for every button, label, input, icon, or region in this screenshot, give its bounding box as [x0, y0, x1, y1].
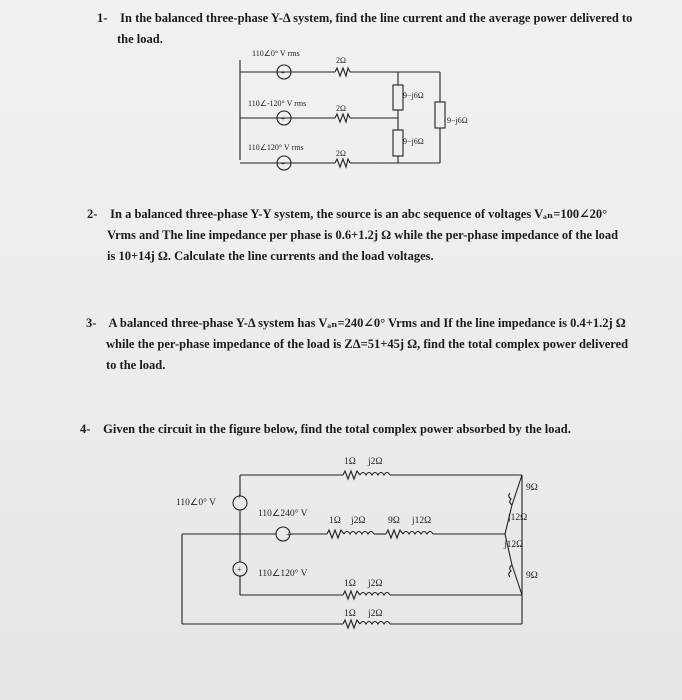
question-number: 4- — [80, 422, 91, 436]
resistor-label: 1Ω — [329, 516, 341, 526]
line-resistor-label: 2Ω — [336, 56, 346, 65]
load-impedance-label: 9−j6Ω — [403, 137, 424, 146]
inductor-label: j2Ω — [368, 579, 383, 589]
question-number: 3- — [86, 316, 97, 330]
resistor-label: 1Ω — [344, 609, 356, 619]
load-resistor-label: 9Ω — [526, 571, 538, 581]
inductor-label: j12Ω — [412, 516, 432, 526]
resistor-label: 1Ω — [344, 457, 356, 467]
question-number: 1- — [97, 11, 108, 25]
line-resistor-label: 2Ω — [336, 104, 346, 113]
plus-sign: + — [286, 530, 291, 539]
question-text: the load. — [117, 32, 163, 46]
inductor-label: j2Ω — [368, 609, 383, 619]
resistor-label: 1Ω — [344, 579, 356, 589]
source-c-label: 110∠120° V rms — [248, 143, 304, 152]
plus-sign: + — [237, 492, 242, 501]
inductor-label: j2Ω — [351, 516, 366, 526]
plus-sign: + — [237, 565, 242, 574]
load-inductor-label: j12Ω — [508, 513, 528, 523]
load-impedance-label: 9−j6Ω — [447, 116, 468, 125]
source-c-label: 110∠120° V — [258, 569, 308, 579]
question-text: In a balanced three-phase Y-Y system, the source is an abc sequence of voltages Vₐₙ=100∠20° — [110, 207, 608, 221]
inductor-label: j2Ω — [368, 457, 383, 467]
load-resistor-label: 9Ω — [526, 483, 538, 493]
question-text: to the load. — [106, 358, 166, 372]
question-text: In the balanced three-phase Y-Δ system, find the line current and the average power delivered to — [120, 11, 633, 25]
source-b-label: 110∠-120° V rms — [248, 99, 307, 108]
question-text: is 10+14j Ω. Calculate the line currents and the load voltages. — [107, 249, 434, 263]
plus-sign: + — [281, 160, 285, 168]
question-text: Given the circuit in the figure below, find the total complex power absorbed by the load. — [103, 422, 571, 436]
plus-sign: + — [281, 69, 285, 77]
question-text: A balanced three-phase Y-Δ system has Vₐₙ=240∠0° Vrms and If the line impedance is 0.4+1.2j Ω — [108, 316, 626, 330]
question-text: Vrms and The line impedance per phase is 0.6+1.2j Ω while the per-phase impedance of the load — [107, 228, 619, 242]
load-inductor-label: j12Ω — [504, 540, 524, 550]
load-impedance-label: 9−j6Ω — [403, 91, 424, 100]
source-a-label: 110∠0° V rms — [252, 49, 300, 58]
plus-sign: + — [281, 115, 285, 123]
resistor-label: 9Ω — [388, 516, 400, 526]
source-a-label: 110∠0° V — [176, 498, 217, 508]
line-resistor-label: 2Ω — [336, 149, 346, 158]
question-text: while the per-phase impedance of the load is ZΔ=51+45j Ω, find the total complex power delivered — [106, 337, 629, 351]
source-b-label: 110∠240° V — [258, 509, 308, 519]
question-number: 2- — [87, 207, 98, 221]
